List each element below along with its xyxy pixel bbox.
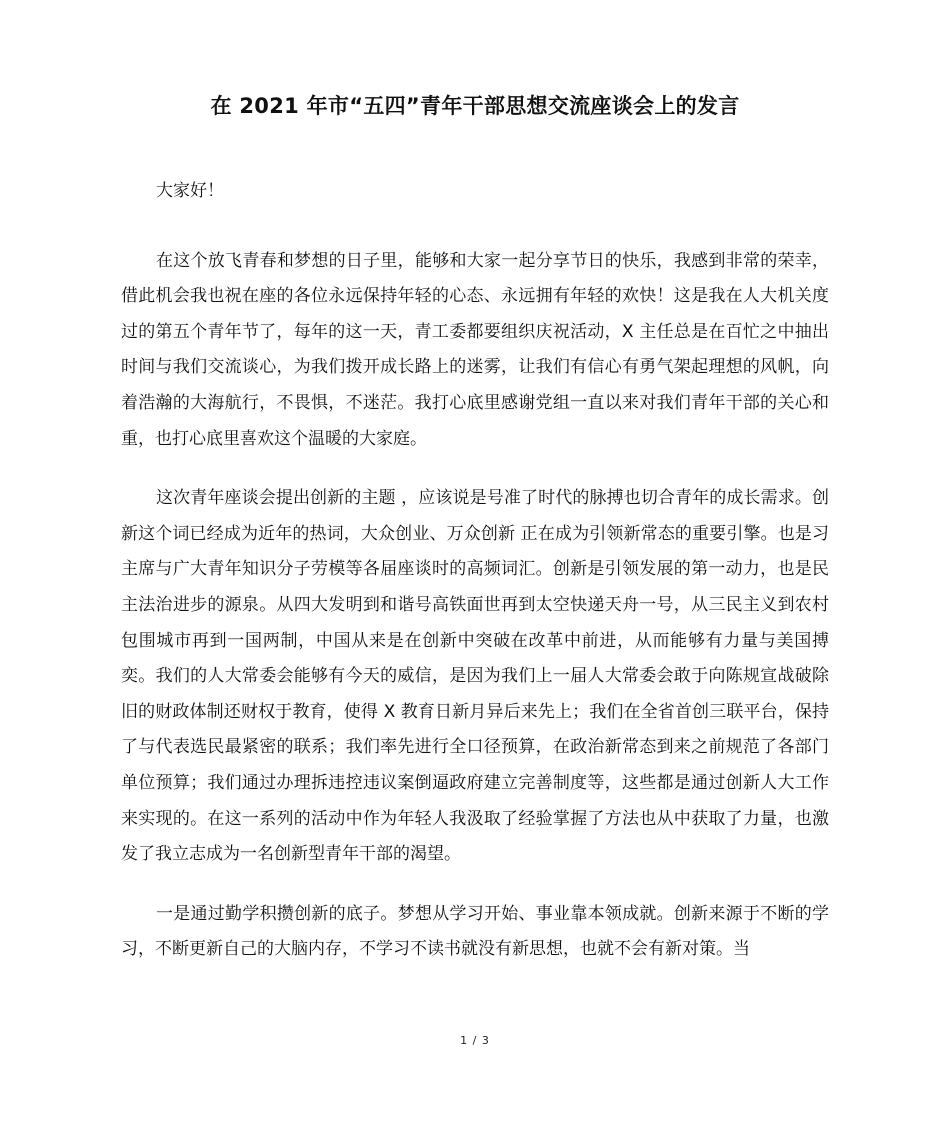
paragraph-2: 这次青年座谈会提出创新的主题 ，应该说是号准了时代的脉搏也切合青年的成长需求。创新这个词已经成为近年的热词，大众创业、万众创新 正在成为引领新常态的重要引擎。也是习主席与广大青年知识分子劳模等各届座谈时的高频词汇。创新是引领发展的第一动力，也是民主法治进步的源泉。从四大发明到和谐号高铁面世再到太空快递天舟一号，从三民主义到农村包围城市再到一国两制，中国从来是在创新中突破在改革中前进，从而能够有力量与美国搏奕。我们的人大常委会能够有今天的威信，是因为我们上一届人大常委会敢于向陈规宣战破除旧的财政体制还财权于教育，使得 X 教育日新月异后来先上；我们在全省首创三联平台，保持了与代表选民最紧密的联系；我们率先进行全口径预算，在政治新常态到来之前规范了各部门单位预算；我们通过办理拆违控违议案倒逼政府建立完善制度等，这些都是通过创新人大工作来实现的。在这一系列的活动中作为年轻人我汲取了经验掌握了方法也从中获取了力量，也激发了我立志成为一名创新型青年干部的渴望。 (121, 488, 829, 865)
paragraph-1: 在这个放飞青春和梦想的日子里，能够和大家一起分享节日的快乐，我感到非常的荣幸，借此机会我也祝在座的各位永远保持年轻的心态、永远拥有年轻的欢快！这是我在人大机关度过的第五个青年节了，每年的这一天，青工委都要组织庆祝活动，X 主任总是在百忙之中抽出时间与我们交流谈心，为我们拨开成长路上的迷雾，让我们有信心有勇气架起理想的风帆，向着浩瀚的大海航行，不畏惧，不迷茫。我打心底里感谢党组一直以来对我们青年干部的关心和重，也打心底里喜欢这个温暖的大家庭。 (121, 250, 829, 449)
document-title: 在 2021 年市“五四”青年干部思想交流座谈会上的发言 (210, 94, 740, 118)
page-number: 1 / 3 (460, 1034, 490, 1047)
document-body (121, 174, 829, 992)
paragraph-3: 一是通过勤学积攒创新的底子。梦想从学习开始、事业靠本领成就。创新来源于不断的学习，不断更新自己的大脑内存，不学习不读书就没有新思想，也就不会有新对策。当 (121, 903, 829, 960)
greeting-paragraph: 大家好！ (156, 181, 224, 201)
